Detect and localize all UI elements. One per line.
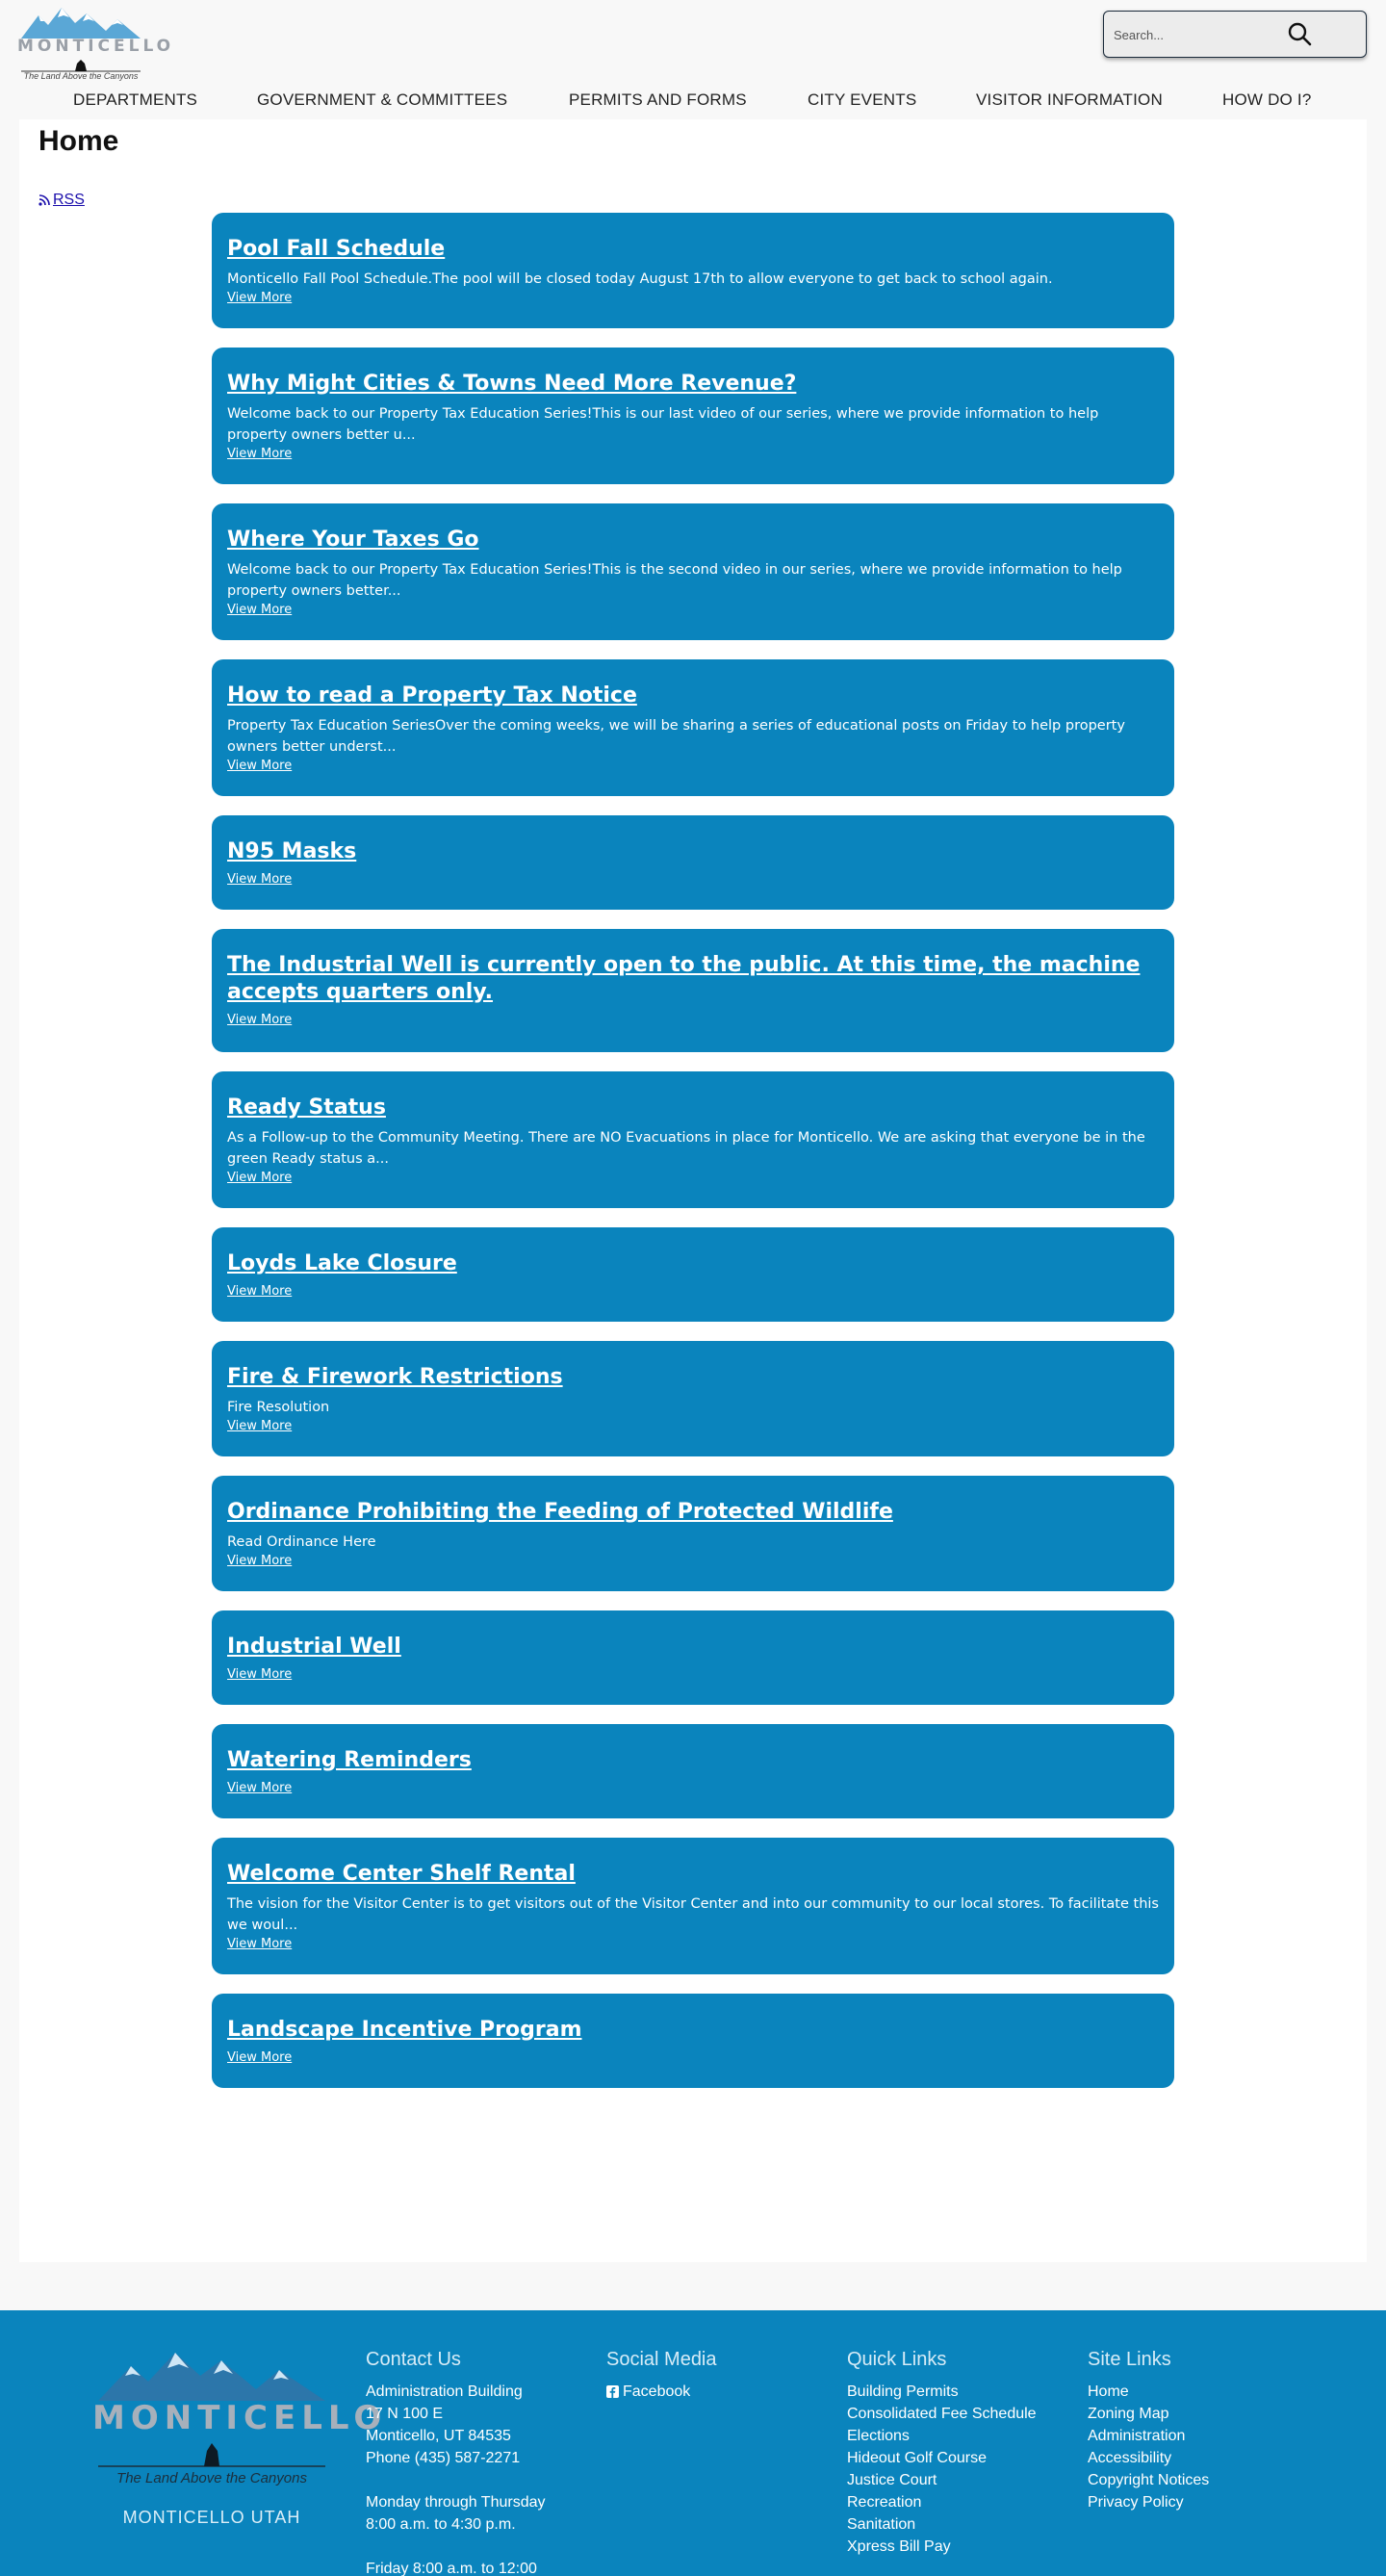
page-title: Home: [38, 125, 119, 157]
search-icon: [1285, 19, 1316, 50]
nav-item-how-do-i[interactable]: HOW DO I?: [1222, 90, 1312, 109]
news-title-link[interactable]: Pool Fall Schedule: [227, 237, 446, 261]
view-more-link[interactable]: View More: [227, 1554, 293, 1568]
footer-contact: [366, 2349, 545, 2576]
view-more-link[interactable]: View More: [227, 1284, 293, 1299]
quick-link[interactable]: Elections: [847, 2428, 910, 2444]
news-card: [212, 503, 1174, 640]
news-title-link[interactable]: Loyds Lake Closure: [227, 1251, 457, 1275]
main-nav: [0, 90, 1386, 114]
footer-site-links: [1088, 2349, 1209, 2513]
news-card: [212, 929, 1174, 1052]
news-title-link[interactable]: N95 Masks: [227, 839, 357, 863]
site-footer: [0, 2310, 1386, 2576]
footer-mountains-graphic: [92, 2347, 331, 2405]
contact-spacer: [366, 2536, 545, 2558]
footer-facebook-link[interactable]: [606, 2381, 717, 2403]
news-title-link[interactable]: Fire & Firework Restrictions: [227, 1365, 563, 1389]
nav-item-permits-forms[interactable]: PERMITS AND FORMS: [569, 90, 747, 109]
news-title-link[interactable]: How to read a Property Tax Notice: [227, 683, 637, 708]
news-title-link[interactable]: Landscape Incentive Program: [227, 2018, 582, 2042]
news-description: Monticello Fall Pool Schedule.The pool will be closed today August 17th to allow everyone to get back to school again.: [227, 271, 1053, 287]
contact-line: 8:00 a.m. to 4:30 p.m.: [366, 2516, 516, 2533]
contact-line: Monday through Thursday: [366, 2494, 546, 2511]
rss-icon: [38, 194, 50, 206]
site-link[interactable]: Zoning Map: [1088, 2406, 1169, 2422]
news-title-link[interactable]: Where Your Taxes Go: [227, 528, 479, 552]
contact-line: Monticello, UT 84535: [366, 2428, 511, 2444]
view-more-link[interactable]: View More: [227, 1667, 293, 1682]
rss-label: RSS: [53, 192, 85, 208]
main-content: [19, 119, 1367, 2262]
quick-link[interactable]: Consolidated Fee Schedule: [847, 2406, 1037, 2422]
news-card: [212, 348, 1174, 484]
view-more-link[interactable]: View More: [227, 759, 293, 773]
footer-rock-graphic: [92, 2437, 331, 2470]
news-card: [212, 1341, 1174, 1456]
facebook-label: Facebook: [623, 2383, 691, 2400]
contact-line: 17 N 100 E: [366, 2406, 444, 2422]
news-card: [212, 815, 1174, 910]
site-link[interactable]: Copyright Notices: [1088, 2472, 1210, 2488]
news-description: Fire Resolution: [227, 1400, 330, 1415]
news-title-link[interactable]: The Industrial Well is currently open to the public. At this time, the machine accepts quarters only.: [227, 953, 1141, 1004]
logo-tagline: The Land Above the Canyons: [23, 71, 139, 81]
search-input[interactable]: [1114, 21, 1306, 48]
view-more-link[interactable]: View More: [227, 603, 293, 617]
contact-line: Friday 8:00 a.m. to 12:00: [366, 2561, 537, 2576]
news-card: [212, 1994, 1174, 2088]
site-link[interactable]: Administration: [1088, 2428, 1186, 2444]
nav-item-departments[interactable]: DEPARTMENTS: [73, 90, 198, 109]
quick-link[interactable]: Building Permits: [847, 2383, 959, 2400]
footer-social-heading: Social Media: [606, 2349, 717, 2370]
contact-spacer: [366, 2469, 545, 2491]
news-description: Read Ordinance Here: [227, 1534, 376, 1550]
footer-contact-heading: Contact Us: [366, 2349, 461, 2370]
site-logo[interactable]: [17, 4, 175, 83]
nav-item-visitor-information[interactable]: VISITOR INFORMATION: [976, 90, 1163, 109]
view-more-link[interactable]: View More: [227, 872, 293, 887]
news-card: [212, 1610, 1174, 1705]
footer-logo-wordmark: MONTICELLO: [92, 2399, 388, 2437]
quick-link[interactable]: Recreation: [847, 2494, 922, 2511]
quick-link[interactable]: Justice Court: [847, 2472, 937, 2488]
logo-wordmark: MONTICELLO: [17, 37, 175, 56]
view-more-link[interactable]: View More: [227, 291, 293, 305]
quick-link[interactable]: Sanitation: [847, 2516, 916, 2533]
footer-quick-links-heading: Quick Links: [847, 2349, 947, 2370]
facebook-icon: [606, 2385, 619, 2398]
footer-quick-links: [847, 2349, 1037, 2558]
news-title-link[interactable]: Ready Status: [227, 1095, 386, 1120]
news-card: [212, 1227, 1174, 1322]
news-description: The vision for the Visitor Center is to get visitors out of the Visitor Center and into our community to our local stores. To facilitate this we woul...: [227, 1896, 1159, 1933]
view-more-link[interactable]: View More: [227, 1781, 293, 1795]
news-title-link[interactable]: Welcome Center Shelf Rental: [227, 1862, 576, 1886]
view-more-link[interactable]: View More: [227, 2050, 293, 2065]
site-link[interactable]: Privacy Policy: [1088, 2494, 1184, 2511]
news-description: Welcome back to our Property Tax Education Series!This is our last video of our series, where we provide information to help property owners better u...: [227, 406, 1099, 443]
view-more-link[interactable]: View More: [227, 1013, 293, 1027]
news-title-link[interactable]: Industrial Well: [227, 1635, 401, 1659]
site-link[interactable]: Accessibility: [1088, 2450, 1172, 2466]
news-title-link[interactable]: Why Might Cities & Towns Need More Revenue?: [227, 372, 797, 396]
footer-logo[interactable]: [92, 2347, 388, 2486]
news-card: [212, 659, 1174, 796]
news-title-link[interactable]: Watering Reminders: [227, 1748, 472, 1772]
site-link[interactable]: Home: [1088, 2383, 1129, 2400]
news-card: [212, 1071, 1174, 1208]
view-more-link[interactable]: View More: [227, 447, 293, 461]
search-button[interactable]: [1285, 19, 1316, 50]
footer-social: [606, 2349, 717, 2403]
view-more-link[interactable]: View More: [227, 1937, 293, 1951]
news-description: Welcome back to our Property Tax Education Series!This is the second video in our series, where we provide information to help property owners better...: [227, 562, 1122, 599]
search-box: [1103, 11, 1367, 58]
news-description: Property Tax Education SeriesOver the coming weeks, we will be sharing a series of educational posts on Friday to help property owners better underst...: [227, 718, 1125, 755]
view-more-link[interactable]: View More: [227, 1171, 293, 1185]
nav-item-government-committees[interactable]: GOVERNMENT & COMMITTEES: [257, 90, 508, 109]
view-more-link[interactable]: View More: [227, 1419, 293, 1433]
footer-site-links-heading: Site Links: [1088, 2349, 1171, 2370]
footer-logo-tagline: The Land Above the Canyons: [116, 2470, 307, 2486]
footer-city-label: MONTICELLO UTAH: [122, 2508, 301, 2527]
quick-link[interactable]: Xpress Bill Pay: [847, 2538, 951, 2555]
news-title-link[interactable]: Ordinance Prohibiting the Feeding of Protected Wildlife: [227, 1500, 893, 1524]
news-card: [212, 1476, 1174, 1591]
rss-link[interactable]: [38, 192, 85, 209]
contact-line: Phone (435) 587-2271: [366, 2450, 521, 2466]
news-card: [212, 1838, 1174, 1974]
site-header: [0, 0, 1386, 119]
quick-link[interactable]: Hideout Golf Course: [847, 2450, 987, 2466]
nav-item-city-events[interactable]: CITY EVENTS: [808, 90, 917, 109]
news-card: [212, 1724, 1174, 1818]
news-card: [212, 213, 1174, 328]
contact-line: Administration Building: [366, 2383, 523, 2400]
news-description: As a Follow-up to the Community Meeting. There are NO Evacuations in place for Monticello. We are asking that everyone be in the green Ready status a...: [227, 1130, 1145, 1167]
